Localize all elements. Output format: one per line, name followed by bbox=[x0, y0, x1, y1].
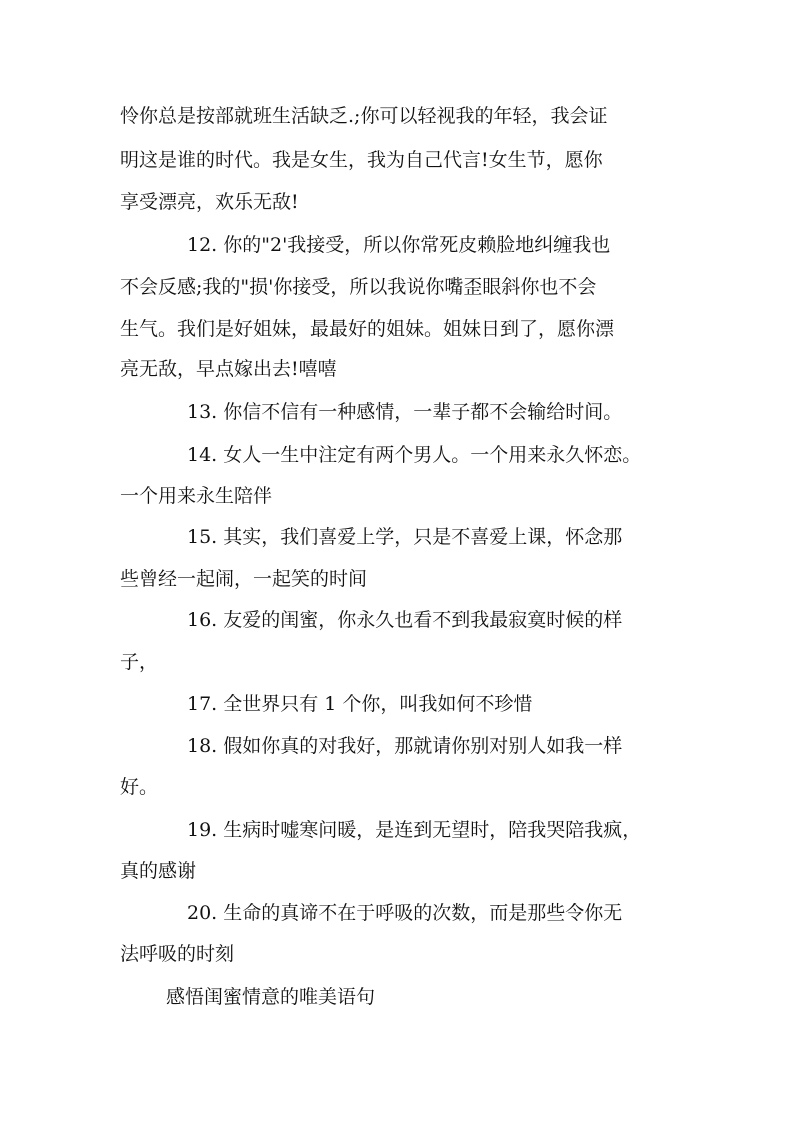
text-line: 一个用来永生陪伴 bbox=[120, 485, 273, 507]
text-line: 生气。我们是好姐妹，最最好的姐妹。姐妹日到了，愿你漂 bbox=[120, 318, 615, 340]
text-line: 15. 其实，我们喜爱上学，只是不喜爱上课，怀念那 bbox=[187, 526, 623, 548]
text-line: 19. 生病时嘘寒问暖，是连到无望时，陪我哭陪我疯， bbox=[187, 819, 642, 841]
text-line: 享受漂亮，欢乐无敌! bbox=[120, 191, 299, 213]
text-line: 些曾经一起闹，一起笑的时间 bbox=[120, 568, 368, 590]
text-line: 明这是谁的时代。我是女生，我为自己代言!女生节，愿你 bbox=[120, 149, 603, 171]
text-line: 13. 你信不信有一种感情，一辈子都不会输给时间。 bbox=[187, 401, 623, 423]
text-line: 20. 生命的真谛不在于呼吸的次数，而是那些令你无 bbox=[187, 902, 623, 924]
text-line: 怜你总是按部就班生活缺乏.;你可以轻视我的年轻，我会证 bbox=[120, 105, 608, 127]
section-heading: 感悟闺蜜情意的唯美语句 bbox=[166, 986, 376, 1008]
text-line: 法呼吸的时刻 bbox=[120, 943, 235, 965]
text-line: 16. 友爱的闺蜜，你永久也看不到我最寂寞时候的样 bbox=[187, 609, 623, 631]
text-line: 不会反感;我的"损'你接受，所以我说你嘴歪眼斜你也不会 bbox=[120, 276, 597, 298]
text-line: 子， bbox=[120, 651, 159, 673]
text-line: 真的感谢 bbox=[120, 860, 197, 882]
text-line: 12. 你的"2'我接受，所以你常死皮赖脸地纠缠我也 bbox=[187, 234, 611, 256]
text-line: 17. 全世界只有 1 个你，叫我如何不珍惜 bbox=[187, 693, 533, 715]
text-line: 亮无敌，早点嫁出去!嘻嘻 bbox=[120, 358, 337, 380]
text-line: 14. 女人一生中注定有两个男人。一个用来永久怀恋。 bbox=[187, 444, 642, 466]
text-line: 好。 bbox=[120, 776, 159, 798]
text-line: 18. 假如你真的对我好，那就请你别对别人如我一样 bbox=[187, 735, 623, 757]
